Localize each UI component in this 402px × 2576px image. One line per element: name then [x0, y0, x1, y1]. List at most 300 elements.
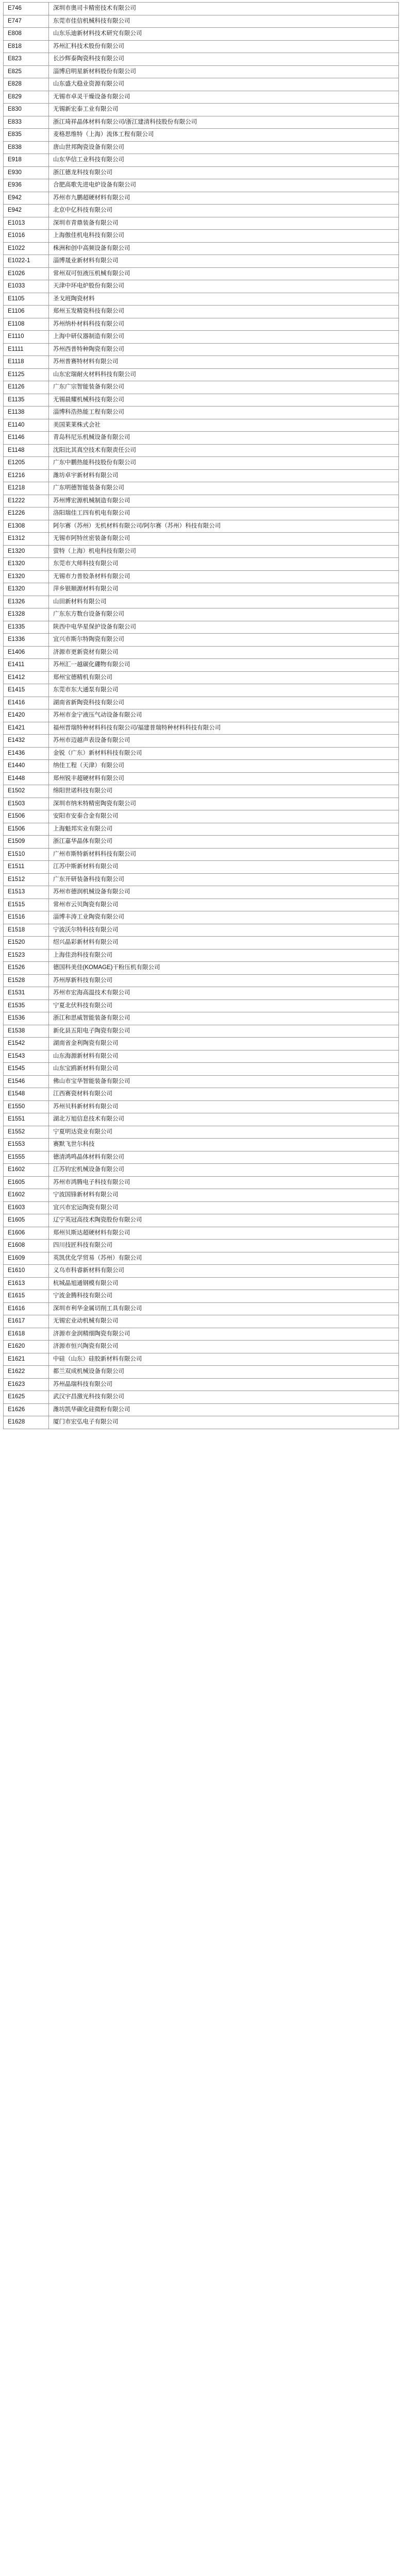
company-name-cell: 天津中环电炉股份有限公司	[49, 280, 399, 293]
booth-number-cell: E1626	[4, 1403, 49, 1416]
booth-number-cell: E1546	[4, 1075, 49, 1088]
company-name-cell: 宁夏北伏科技有限公司	[49, 999, 399, 1012]
exhibitor-row	[4, 1126, 399, 1139]
company-name-cell: 苏州厚新科技有限公司	[49, 974, 399, 987]
booth-number-cell: E830	[4, 104, 49, 116]
booth-number-cell: E1146	[4, 432, 49, 445]
company-name-cell: 无锡宏业动机械有限公司	[49, 1315, 399, 1328]
exhibitor-row	[4, 810, 399, 823]
booth-number-cell: E1550	[4, 1100, 49, 1113]
exhibitor-row	[4, 1391, 399, 1404]
booth-number-cell: E1440	[4, 760, 49, 773]
booth-number-cell: E747	[4, 15, 49, 28]
exhibitor-row	[4, 28, 399, 41]
company-name-cell: 圣戈班陶瓷材料	[49, 293, 399, 306]
exhibitor-row	[4, 974, 399, 987]
booth-number-cell: E1616	[4, 1302, 49, 1315]
company-name-cell: 宁波国锋新材料有限公司	[49, 1189, 399, 1202]
booth-number-cell: E1421	[4, 722, 49, 735]
company-name-cell: 淄博晟业新材料有限公司	[49, 255, 399, 268]
exhibitor-row	[4, 1227, 399, 1240]
company-name-cell: 武汉宇昌激光科技有限公司	[49, 1391, 399, 1404]
exhibitor-row	[4, 1075, 399, 1088]
exhibitor-row	[4, 1214, 399, 1227]
exhibitor-row	[4, 520, 399, 533]
exhibitor-row	[4, 596, 399, 608]
booth-number-cell: E1617	[4, 1315, 49, 1328]
booth-number-cell: E1502	[4, 785, 49, 798]
booth-number-cell: E1118	[4, 356, 49, 369]
company-name-cell: 阿尔赛（苏州）无机材料有限公司/阿尔赛（苏州）科技有限公司	[49, 520, 399, 533]
company-name-cell: 德清鸿鸣晶体材料有限公司	[49, 1151, 399, 1164]
booth-number-cell: E1535	[4, 999, 49, 1012]
company-name-cell: 苏州市鸿腾电子科技有限公司	[49, 1176, 399, 1189]
company-name-cell: 东莞市佳信机械科技有限公司	[49, 15, 399, 28]
company-name-cell: 广东中鹏热能科技股份有限公司	[49, 457, 399, 470]
booth-number-cell: E1320	[4, 570, 49, 583]
company-name-cell: 绍兴晶彩新材料有限公司	[49, 937, 399, 950]
company-name-cell: 金锐（广东）新材料科技有限公司	[49, 747, 399, 760]
booth-number-cell: E1026	[4, 267, 49, 280]
company-name-cell: 山东海源新材料有限公司	[49, 1050, 399, 1063]
exhibitor-row	[4, 999, 399, 1012]
company-name-cell: 浙江嘉华晶体有限公司	[49, 836, 399, 849]
exhibitor-row	[4, 1403, 399, 1416]
company-name-cell: 洛阳瑞佳工四有机电有限公司	[49, 507, 399, 520]
exhibitor-row	[4, 735, 399, 748]
exhibitor-row	[4, 1025, 399, 1038]
company-name-cell: 浙江和思威智能装备有限公司	[49, 1012, 399, 1025]
exhibitor-list-table	[3, 2, 399, 1429]
booth-number-cell: E1513	[4, 886, 49, 899]
company-name-cell: 纳佳工程（天津）有限公司	[49, 760, 399, 773]
company-name-cell: 江苏中斯新材料有限公司	[49, 861, 399, 874]
booth-number-cell: E1503	[4, 798, 49, 810]
exhibitor-row	[4, 3, 399, 15]
booth-number-cell: E1516	[4, 911, 49, 924]
exhibitor-row	[4, 1100, 399, 1113]
company-name-cell: 深圳市纳米特精密陶瓷有限公司	[49, 798, 399, 810]
exhibitor-row	[4, 861, 399, 874]
exhibitor-row	[4, 255, 399, 268]
booth-number-cell: E1618	[4, 1328, 49, 1341]
booth-number-cell: E746	[4, 3, 49, 15]
booth-number-cell: E1523	[4, 949, 49, 962]
company-name-cell: 郑州玉发精瓷科技有限公司	[49, 306, 399, 318]
company-name-cell: 宁夏明达瓷业有限公司	[49, 1126, 399, 1139]
exhibitor-row	[4, 1290, 399, 1303]
company-name-cell: 无锡市力普胶条材料有限公司	[49, 570, 399, 583]
exhibitor-row	[4, 684, 399, 697]
exhibitor-row	[4, 962, 399, 975]
exhibitor-row	[4, 457, 399, 470]
booth-number-cell: E1555	[4, 1151, 49, 1164]
booth-number-cell: E828	[4, 78, 49, 91]
exhibitor-row	[4, 1416, 399, 1429]
exhibitor-row	[4, 785, 399, 798]
company-name-cell: 厦门市宏弘电子有限公司	[49, 1416, 399, 1429]
company-name-cell: 苏州普赛特材料有限公司	[49, 356, 399, 369]
company-name-cell: 广东广宗智能装备有限公司	[49, 381, 399, 394]
exhibitor-row	[4, 166, 399, 179]
exhibitor-row	[4, 469, 399, 482]
company-name-cell: 苏州市宏海高温技术有限公司	[49, 987, 399, 1000]
company-name-cell: 苏州汇一越碳化硼物有限公司	[49, 659, 399, 672]
exhibitor-row	[4, 205, 399, 217]
exhibitor-row	[4, 823, 399, 836]
company-name-cell: 山东盛大稳业资源有限公司	[49, 78, 399, 91]
exhibitor-row	[4, 987, 399, 1000]
exhibitor-row	[4, 1063, 399, 1076]
booth-number-cell: E1545	[4, 1063, 49, 1076]
booth-number-cell: E1033	[4, 280, 49, 293]
booth-number-cell: E1520	[4, 937, 49, 950]
company-name-cell: 山东宝鸥新材料有限公司	[49, 1063, 399, 1076]
exhibitor-row	[4, 772, 399, 785]
company-name-cell: 宜兴市宏运陶瓷有限公司	[49, 1201, 399, 1214]
exhibitor-row	[4, 848, 399, 861]
booth-number-cell: E1312	[4, 533, 49, 546]
booth-number-cell: E1528	[4, 974, 49, 987]
company-name-cell: 深圳市青鼎装备有限公司	[49, 217, 399, 230]
exhibitor-row	[4, 570, 399, 583]
booth-number-cell: E1110	[4, 331, 49, 344]
company-name-cell: 郑州宝德精机有限公司	[49, 671, 399, 684]
booth-number-cell: E1205	[4, 457, 49, 470]
exhibitor-row	[4, 1277, 399, 1290]
company-name-cell: 苏州市九鹏超硬材料有限公司	[49, 192, 399, 205]
company-name-cell: 广州市斯特新材料科技有限公司	[49, 848, 399, 861]
booth-number-cell: E1138	[4, 406, 49, 419]
exhibitor-row	[4, 1341, 399, 1353]
booth-number-cell: E1509	[4, 836, 49, 849]
company-name-cell: 苏州市金宁液压气动设备有限公司	[49, 709, 399, 722]
exhibitor-row	[4, 1252, 399, 1265]
booth-number-cell: E942	[4, 205, 49, 217]
exhibitor-row	[4, 242, 399, 255]
company-name-cell: 株洲和创中高频设备有限公司	[49, 242, 399, 255]
booth-number-cell: E1506	[4, 823, 49, 836]
booth-number-cell: E1623	[4, 1378, 49, 1391]
booth-number-cell: E1602	[4, 1189, 49, 1202]
booth-number-cell: E1106	[4, 306, 49, 318]
booth-number-cell: E1222	[4, 495, 49, 507]
exhibitor-row	[4, 1315, 399, 1328]
company-name-cell: 赛默飞世尔科技	[49, 1139, 399, 1151]
booth-number-cell: E1420	[4, 709, 49, 722]
booth-number-cell: E1615	[4, 1290, 49, 1303]
company-name-cell: 苏州贝科新材料有限公司	[49, 1100, 399, 1113]
exhibitor-row	[4, 697, 399, 709]
booth-number-cell: E1412	[4, 671, 49, 684]
exhibitor-row	[4, 873, 399, 886]
company-name-cell: 绵阳世诺科技有限公司	[49, 785, 399, 798]
exhibitor-row	[4, 356, 399, 369]
company-name-cell: 湖南省金利陶瓷有限公司	[49, 1038, 399, 1050]
company-name-cell: 辽宁英冠高技术陶瓷股份有限公司	[49, 1214, 399, 1227]
booth-number-cell: E1111	[4, 343, 49, 356]
company-name-cell: 江苏钧宏机械设备有限公司	[49, 1164, 399, 1177]
booth-number-cell: E1553	[4, 1139, 49, 1151]
booth-number-cell: E1108	[4, 318, 49, 331]
exhibitor-row	[4, 1012, 399, 1025]
exhibitor-row	[4, 533, 399, 546]
company-name-cell: 都兰双成机械设备有限公司	[49, 1366, 399, 1379]
exhibitor-row	[4, 911, 399, 924]
exhibitor-row	[4, 192, 399, 205]
company-name-cell: 常州双可恒液压机械有限公司	[49, 267, 399, 280]
booth-number-cell: E1552	[4, 1126, 49, 1139]
booth-number-cell: E1609	[4, 1252, 49, 1265]
exhibitor-row	[4, 331, 399, 344]
exhibitor-row	[4, 886, 399, 899]
exhibitor-row	[4, 545, 399, 558]
exhibitor-row	[4, 760, 399, 773]
company-name-cell: 淄博启明星新材料股份有限公司	[49, 65, 399, 78]
company-name-cell: 湖北万旭信息技术有限公司	[49, 1113, 399, 1126]
company-name-cell: 苏州汇科技术股份有限公司	[49, 40, 399, 53]
company-name-cell: 四川技匠科技有限公司	[49, 1240, 399, 1252]
booth-number-cell: E1621	[4, 1353, 49, 1366]
company-name-cell: 潍坊卓宇新材料有限公司	[49, 469, 399, 482]
booth-number-cell: E1610	[4, 1265, 49, 1278]
company-name-cell: 山东乐迪新材料技术研究有限公司	[49, 28, 399, 41]
booth-number-cell: E1135	[4, 394, 49, 406]
booth-number-cell: E930	[4, 166, 49, 179]
booth-number-cell: E1105	[4, 293, 49, 306]
booth-number-cell: E1013	[4, 217, 49, 230]
booth-number-cell: E1125	[4, 368, 49, 381]
company-name-cell: 无锡市阿特丝密装备有限公司	[49, 533, 399, 546]
exhibitor-row	[4, 53, 399, 66]
exhibitor-row	[4, 1328, 399, 1341]
exhibitor-row	[4, 722, 399, 735]
exhibitor-row	[4, 659, 399, 672]
exhibitor-row	[4, 1366, 399, 1379]
company-name-cell: 无锡市卓灵干燥设备有限公司	[49, 91, 399, 104]
booth-number-cell: E1022-1	[4, 255, 49, 268]
exhibitor-row	[4, 1139, 399, 1151]
company-name-cell: 苏州博宏源机械制造有限公司	[49, 495, 399, 507]
company-name-cell: 苏州市德润机械设备有限公司	[49, 886, 399, 899]
exhibitor-row	[4, 1113, 399, 1126]
booth-number-cell: E1140	[4, 419, 49, 432]
company-name-cell: 淄博丰涛工业陶瓷有限公司	[49, 911, 399, 924]
booth-number-cell: E1518	[4, 924, 49, 937]
booth-number-cell: E808	[4, 28, 49, 41]
company-name-cell: 常州市云贝陶瓷有限公司	[49, 899, 399, 911]
exhibitor-row	[4, 1176, 399, 1189]
company-name-cell: 广东开研装备科技有限公司	[49, 873, 399, 886]
exhibitor-row	[4, 949, 399, 962]
company-name-cell: 青岛科尼乐机械设备有限公司	[49, 432, 399, 445]
company-name-cell: 苏州市迈越声表设备有限公司	[49, 735, 399, 748]
company-name-cell: 杭城晶旭通钢模有限公司	[49, 1277, 399, 1290]
exhibitor-row	[4, 1378, 399, 1391]
exhibitor-row	[4, 40, 399, 53]
booth-number-cell: E942	[4, 192, 49, 205]
company-name-cell: 长沙辉泰陶瓷科技有限公司	[49, 53, 399, 66]
booth-number-cell: E1016	[4, 230, 49, 243]
exhibitor-row	[4, 368, 399, 381]
booth-number-cell: E1620	[4, 1341, 49, 1353]
exhibitor-row	[4, 141, 399, 154]
exhibitor-row	[4, 646, 399, 659]
booth-number-cell: E1511	[4, 861, 49, 874]
exhibitor-row	[4, 91, 399, 104]
company-name-cell: 湖南省新陶瓷科技有限公司	[49, 697, 399, 709]
booth-number-cell: E1320	[4, 545, 49, 558]
booth-number-cell: E1226	[4, 507, 49, 520]
booth-number-cell: E818	[4, 40, 49, 53]
company-name-cell: 唐山世邦陶瓷设备有限公司	[49, 141, 399, 154]
booth-number-cell: E1308	[4, 520, 49, 533]
booth-number-cell: E833	[4, 116, 49, 129]
exhibitor-row	[4, 1201, 399, 1214]
company-name-cell: 萤特（上海）机电科技有限公司	[49, 545, 399, 558]
exhibitor-row	[4, 406, 399, 419]
booth-number-cell: E936	[4, 179, 49, 192]
booth-number-cell: E1326	[4, 596, 49, 608]
booth-number-cell: E1510	[4, 848, 49, 861]
exhibitor-row	[4, 1240, 399, 1252]
company-name-cell: 无锡晨耀机械科技有限公司	[49, 394, 399, 406]
booth-number-cell: E1606	[4, 1227, 49, 1240]
exhibitor-row	[4, 230, 399, 243]
booth-number-cell: E1436	[4, 747, 49, 760]
exhibitor-row	[4, 343, 399, 356]
exhibitor-row	[4, 558, 399, 571]
exhibitor-row	[4, 444, 399, 457]
company-name-cell: 苏州晶瑞科技有限公司	[49, 1378, 399, 1391]
exhibitor-row	[4, 937, 399, 950]
company-name-cell: 山东宏瑞耐火材料科技有限公司	[49, 368, 399, 381]
booth-number-cell: E1538	[4, 1025, 49, 1038]
booth-number-cell: E825	[4, 65, 49, 78]
booth-number-cell: E1406	[4, 646, 49, 659]
exhibitor-row	[4, 1302, 399, 1315]
booth-number-cell: E1628	[4, 1416, 49, 1429]
company-name-cell: 东莞市东大通泵有限公司	[49, 684, 399, 697]
booth-number-cell: E1218	[4, 482, 49, 495]
exhibitor-row	[4, 899, 399, 911]
company-name-cell: 沈阳比其真空技术有限责任公司	[49, 444, 399, 457]
company-name-cell: 宁波金腾科技有限公司	[49, 1290, 399, 1303]
booth-number-cell: E1411	[4, 659, 49, 672]
booth-number-cell: E1335	[4, 621, 49, 634]
company-name-cell: 上海傲佳机电科技有限公司	[49, 230, 399, 243]
exhibitor-row	[4, 432, 399, 445]
company-name-cell: 广东明德智能装备有限公司	[49, 482, 399, 495]
exhibitor-row	[4, 798, 399, 810]
company-name-cell: 济源市恒兴陶瓷有限公司	[49, 1341, 399, 1353]
booth-number-cell: E1613	[4, 1277, 49, 1290]
booth-number-cell: E1608	[4, 1240, 49, 1252]
exhibitor-row	[4, 1038, 399, 1050]
booth-number-cell: E1415	[4, 684, 49, 697]
company-name-cell: 苏州西普特种陶瓷有限公司	[49, 343, 399, 356]
exhibitor-row	[4, 1265, 399, 1278]
booth-number-cell: E838	[4, 141, 49, 154]
company-name-cell: 浙江琦祥晶体材料有限公司/浙江建清科技股份有限公司	[49, 116, 399, 129]
company-name-cell: 上海魁邦实业有限公司	[49, 823, 399, 836]
booth-number-cell: E1336	[4, 634, 49, 647]
exhibitor-row	[4, 634, 399, 647]
booth-number-cell: E1126	[4, 381, 49, 394]
booth-number-cell: E1526	[4, 962, 49, 975]
booth-number-cell: E1515	[4, 899, 49, 911]
booth-number-cell: E1148	[4, 444, 49, 457]
company-name-cell: 德国科美佳(KOMAGE)干粉压机有限公司	[49, 962, 399, 975]
exhibitor-row	[4, 104, 399, 116]
company-name-cell: 中硅（山东）硅胶新材料有限公司	[49, 1353, 399, 1366]
booth-number-cell: E1022	[4, 242, 49, 255]
company-name-cell: 深圳市利华金属切削工具有限公司	[49, 1302, 399, 1315]
company-name-cell: 浙江德龙科技有限公司	[49, 166, 399, 179]
booth-number-cell: E829	[4, 91, 49, 104]
exhibitor-row	[4, 621, 399, 634]
company-name-cell: 广东东方数台设备有限公司	[49, 608, 399, 621]
company-name-cell: 潍坊凯华碳化硅微粉有限公司	[49, 1403, 399, 1416]
exhibitor-row	[4, 1088, 399, 1101]
exhibitor-row	[4, 154, 399, 167]
company-name-cell: 安阳市安泰合金有限公司	[49, 810, 399, 823]
exhibitor-row	[4, 381, 399, 394]
company-name-cell: 济源市金润精细陶瓷有限公司	[49, 1328, 399, 1341]
exhibitor-row	[4, 1189, 399, 1202]
exhibitor-row	[4, 217, 399, 230]
company-name-cell: 萍乡银顺源材料有限公司	[49, 583, 399, 596]
booth-number-cell: E1603	[4, 1201, 49, 1214]
company-name-cell: 郑州贝斯达超硬材料有限公司	[49, 1227, 399, 1240]
company-name-cell: 淄博科浩热能工程有限公司	[49, 406, 399, 419]
company-name-cell: 新化县五阳电子陶瓷有限公司	[49, 1025, 399, 1038]
booth-number-cell: E1448	[4, 772, 49, 785]
exhibitor-row	[4, 1050, 399, 1063]
company-name-cell: 北京中亿科技有限公司	[49, 205, 399, 217]
company-name-cell: 合肥高歌先进电炉设备有限公司	[49, 179, 399, 192]
booth-number-cell: E1543	[4, 1050, 49, 1063]
company-name-cell: 陕西中电华星保护设备有限公司	[49, 621, 399, 634]
exhibitor-row	[4, 116, 399, 129]
exhibitor-row	[4, 495, 399, 507]
booth-number-cell: E1506	[4, 810, 49, 823]
booth-number-cell: E1605	[4, 1176, 49, 1189]
exhibitor-row	[4, 507, 399, 520]
exhibitor-row	[4, 293, 399, 306]
booth-number-cell: E1625	[4, 1391, 49, 1404]
company-name-cell: 上海中研仪器制造有限公司	[49, 331, 399, 344]
booth-number-cell: E1320	[4, 558, 49, 571]
booth-number-cell: E1551	[4, 1113, 49, 1126]
booth-number-cell: E835	[4, 129, 49, 142]
exhibitor-row	[4, 394, 399, 406]
exhibitor-row	[4, 583, 399, 596]
exhibitor-row	[4, 1353, 399, 1366]
company-name-cell: 麦格思维特（上海）流体工程有限公司	[49, 129, 399, 142]
booth-number-cell: E1416	[4, 697, 49, 709]
exhibitor-row	[4, 129, 399, 142]
booth-number-cell: E1542	[4, 1038, 49, 1050]
exhibitor-row	[4, 482, 399, 495]
exhibitor-row	[4, 306, 399, 318]
booth-number-cell: E918	[4, 154, 49, 167]
company-name-cell: 郑州锐丰超硬材料有限公司	[49, 772, 399, 785]
company-name-cell: 山田新材料有限公司	[49, 596, 399, 608]
booth-number-cell: E1548	[4, 1088, 49, 1101]
exhibitor-row	[4, 179, 399, 192]
booth-number-cell: E1216	[4, 469, 49, 482]
